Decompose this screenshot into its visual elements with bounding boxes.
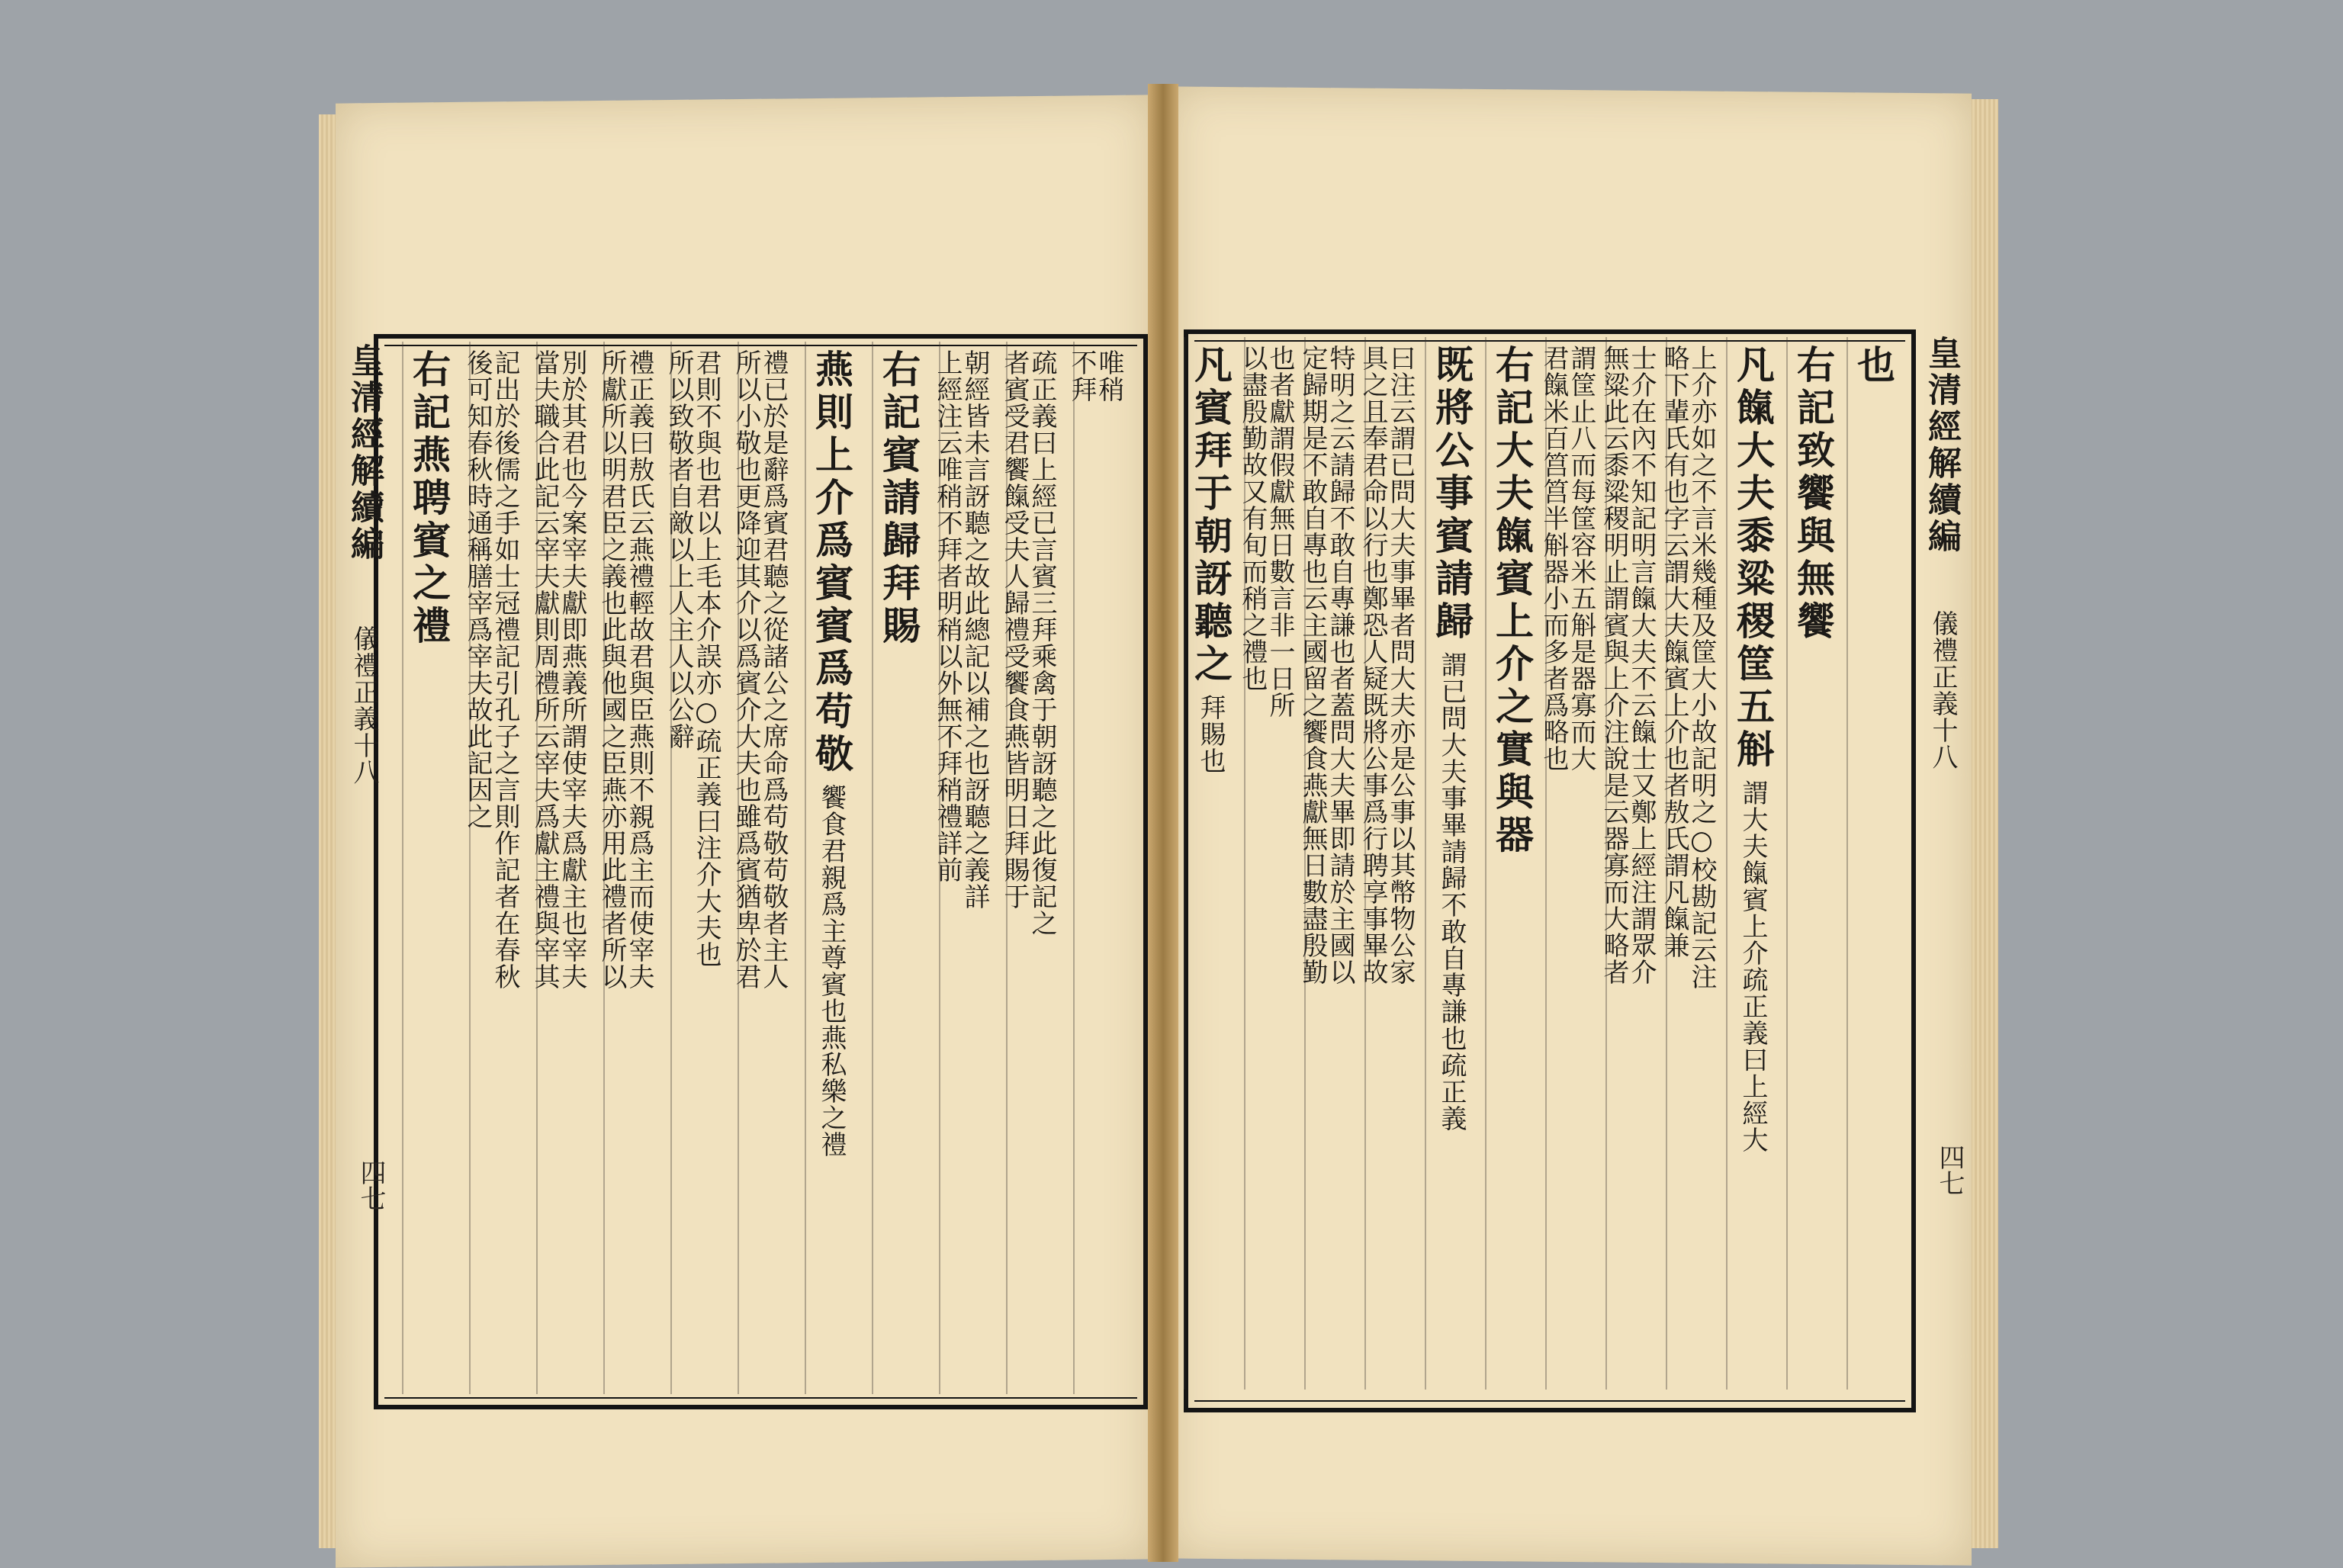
right-column-2: 凡餼大夫黍粱稷筐五斛	[1731, 345, 1776, 772]
right-column-11-note: 拜賜也	[1195, 694, 1226, 774]
right-column-rule	[1364, 337, 1366, 1390]
right-column-5-a: 謂筐止八而每筐容米五斛是器寡而大	[1566, 345, 1596, 772]
book-gutter	[1148, 84, 1178, 1562]
right-column-4-b: 無粱此云黍粱稷明止謂賓與上介注說是云器寡而大略者	[1599, 345, 1629, 985]
left-column-9-a: 記出於後儒之手如士冠禮記引孔子之言則作記者在春秋	[490, 349, 520, 990]
left-margin-subtitle: 儀禮正義十八	[349, 625, 379, 786]
right-column-2-note: 謂大夫餼賓上介疏正義曰上經大	[1737, 779, 1768, 1153]
right-column-rule	[1545, 337, 1547, 1390]
left-column-7-a: 禮正義曰敖氏云燕禮輕故君與臣燕則不親爲主而使宰夫	[624, 349, 654, 990]
left-column-8-a: 別於其君也今案宰夫獻即燕義所謂使宰夫爲獻主也宰夫	[557, 349, 587, 990]
right-column-rule	[1425, 337, 1426, 1390]
left-column-rule	[939, 342, 940, 1394]
right-column-rule	[1786, 337, 1788, 1390]
right-column-0: 也	[1851, 345, 1896, 387]
left-column-10: 右記燕聘賓之禮	[407, 349, 452, 648]
left-column-6-a: 君則不與也君以上毛本介誤亦○疏正義曰注介大夫也	[691, 349, 722, 968]
left-column-rule	[469, 342, 471, 1394]
right-column-9-b: 定歸期是不敢自專也云主國留之饗食燕獻無日數盡殷勤	[1297, 345, 1328, 985]
left-column-4-note: 饗食君親爲主尊賓也燕私樂之禮	[816, 784, 847, 1158]
left-column-rule	[603, 342, 605, 1394]
left-column-rule	[402, 342, 403, 1394]
left-column-0-a: 唯稍	[1094, 349, 1124, 403]
right-column-7-note: 謂已問大夫事畢請歸不敢自專謙也疏正義	[1436, 651, 1467, 1132]
left-column-9-b: 後可知春秋時通稱膳宰爲宰夫故此記因之	[462, 349, 493, 830]
left-column-2-a: 朝經皆未言訝聽之故此總記以補之也訝聽之義詳	[959, 349, 990, 910]
right-column-10-a: 也者獻謂假獻無日數言非一日所	[1265, 345, 1295, 718]
left-column-rule	[1006, 342, 1008, 1394]
right-column-8-a: 曰注云謂已問大夫事畢者問大夫亦是公事以其幣物公家	[1385, 345, 1416, 985]
left-column-8-b: 當夫職合此記云宰夫獻則周禮所云宰夫爲獻主禮與宰其	[529, 349, 560, 990]
right-page-number: 四七	[1934, 1144, 1965, 1196]
left-column-rule	[805, 342, 806, 1394]
left-column-6-b: 所以致敬者自敵以上人主人以公辭	[664, 349, 694, 750]
right-column-rule	[1184, 337, 1185, 1390]
left-column-0-b: 不拜	[1066, 349, 1097, 403]
right-column-rule	[1605, 337, 1607, 1390]
right-column-rule	[1666, 337, 1667, 1390]
left-column-1-b: 者賓受君饗餼受夫人歸禮受饗食燕皆明日拜賜于	[999, 349, 1030, 910]
left-column-5-b: 所以小敬也更降迎其介以爲賓介大夫也雖爲賓猶卑於君	[731, 349, 761, 990]
left-column-5-a: 禮已於是辭爲賓君聽之從諸公之席命爲苟敬苟敬者主人	[758, 349, 789, 990]
right-column-rule	[1846, 337, 1848, 1390]
left-column-1-a: 疏正義曰上經已言賓三拜乘禽于朝訝聽之此復記之	[1027, 349, 1057, 937]
left-margin-title: 皇清經解續編	[345, 343, 384, 563]
left-page-number: 四七	[355, 1159, 386, 1211]
right-column-7: 既將公事賓請歸	[1429, 345, 1474, 644]
right-page-edge	[1968, 99, 1998, 1548]
right-column-1: 右記致饗與無饗	[1791, 345, 1836, 644]
right-column-rule	[1485, 337, 1486, 1390]
right-column-4-a: 士介在內不知記明言餼大夫不云餼士又鄭上經注謂眾介	[1626, 345, 1657, 985]
right-column-rule	[1244, 337, 1245, 1390]
left-column-rule	[536, 342, 538, 1394]
left-column-rule	[670, 342, 672, 1394]
right-column-8-b: 具之且奉君命以行也鄭恐人疑既將公事爲行聘享事畢故	[1358, 345, 1388, 985]
right-column-10-b: 以盡殷勤故又有旬而稍之禮也	[1237, 345, 1268, 692]
right-column-3-b: 略下輩氏有也字云謂大夫餼賓上介也者敖氏謂凡餼兼	[1659, 345, 1689, 959]
right-margin-title: 皇清經解續編	[1922, 336, 1961, 555]
right-margin-subtitle: 儀禮正義十八	[1927, 610, 1958, 770]
right-column-rule	[1726, 337, 1728, 1390]
left-column-rule	[872, 342, 873, 1394]
left-column-2-b: 上經注云唯稍不拜者明稍以外無不拜稍禮詳前	[932, 349, 963, 883]
left-column-rule	[1073, 342, 1075, 1394]
left-column-rule	[738, 342, 739, 1394]
right-column-11: 凡賓拜于朝訝聽之	[1188, 345, 1233, 686]
left-column-7-b: 所獻所以明君臣之義也此與他國之臣燕亦用此禮者所以	[596, 349, 627, 990]
right-column-9-a: 特明之云請歸不敢自專謙也者蓋問大夫畢即請於主國以	[1325, 345, 1355, 985]
right-column-rule	[1304, 337, 1306, 1390]
left-column-3: 右記賓請歸拜賜	[876, 349, 921, 648]
left-column-4: 燕則上介爲賓賓爲苟敬	[809, 349, 854, 776]
right-column-3-a: 上介亦如之不言米幾種及筐大小故記明之○校勘記云注	[1686, 345, 1717, 990]
right-column-6: 右記大夫餼賓上介之實與器	[1490, 345, 1535, 857]
right-column-5-b: 君餼米百筥筥半斛器小而多者爲略也	[1538, 345, 1569, 772]
